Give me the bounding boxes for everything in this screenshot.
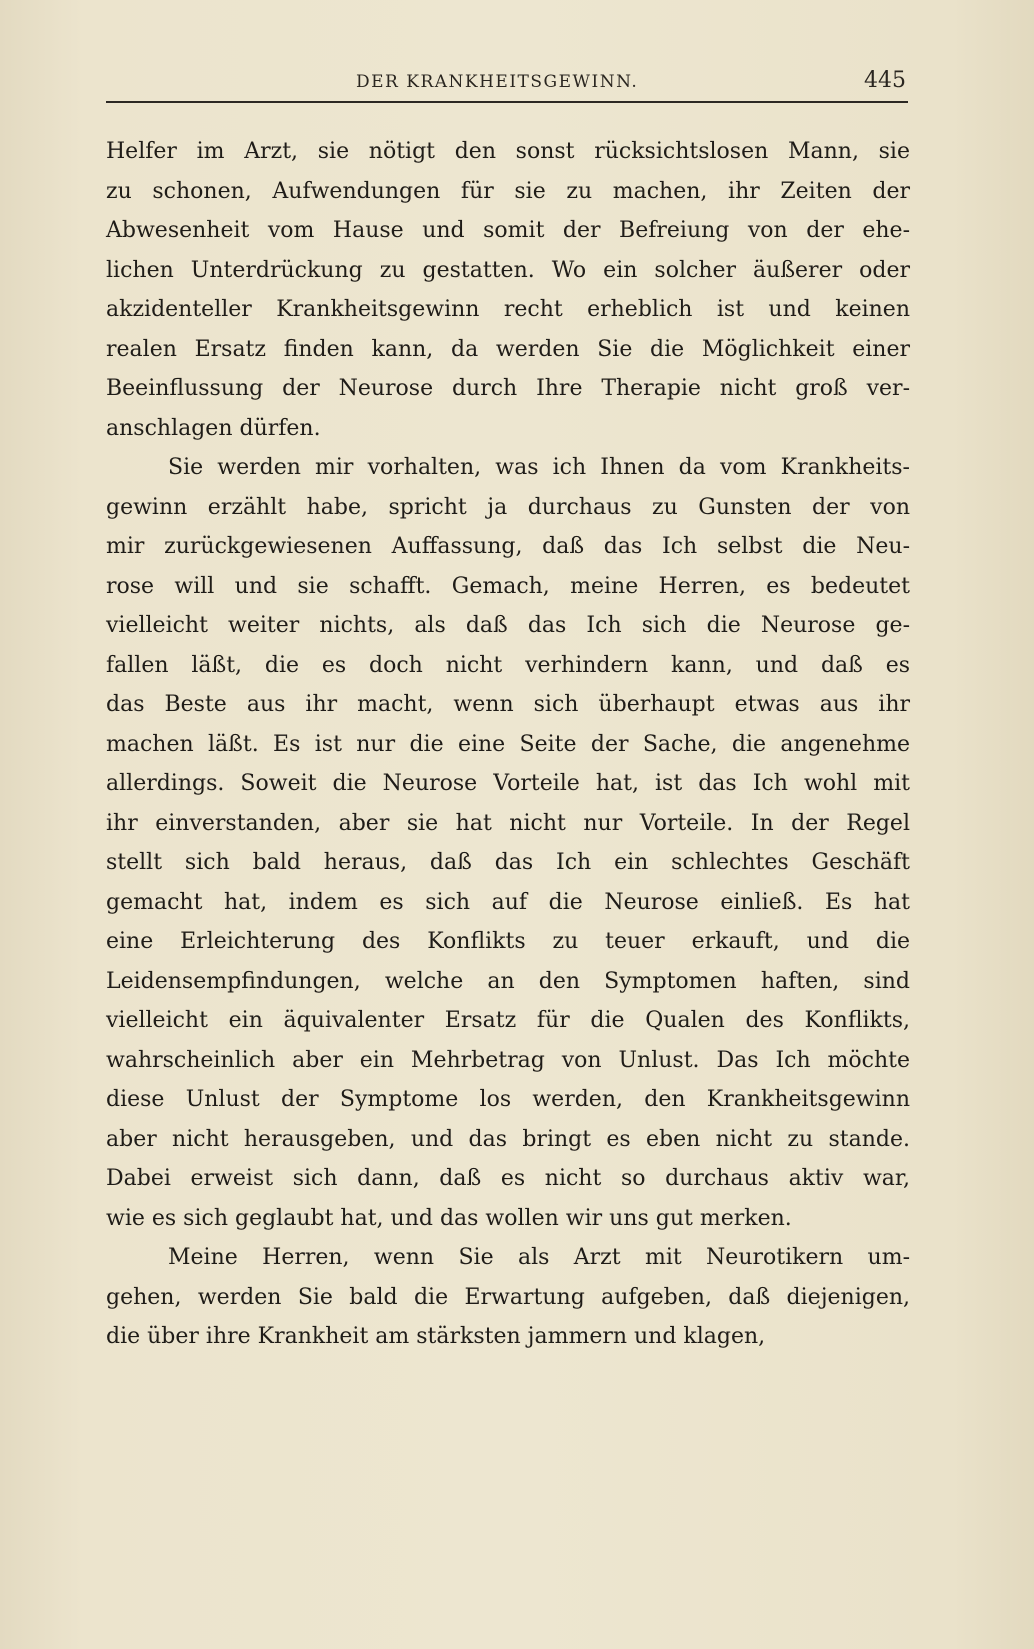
text-line: aber nicht herausgeben, und das bringt es eben nicht zu stande. — [106, 1126, 910, 1152]
text-line: vielleicht weiter nichts, als daß das Ich sich die Neurose ge- — [106, 613, 910, 638]
text-line: Dabei erweist sich dann, daß es nicht so durchaus aktiv war, — [106, 1166, 910, 1191]
text-line: Abwesenheit vom Hause und somit der Befreiung von der ehe- — [106, 218, 910, 243]
text-line: Meine Herren, wenn Sie als Arzt mit Neurotikern um- — [168, 1245, 910, 1270]
text-line: das Beste aus ihr macht, wenn sich überhaupt etwas aus ihr — [106, 692, 910, 717]
text-line: Leidensempfindungen, welche an den Symptomen haften, sind — [106, 968, 910, 994]
text-line: lichen Unterdrückung zu gestatten. Wo ein solcher äußerer oder — [106, 257, 910, 283]
paragraph — [106, 132, 910, 448]
text-line: eine Erleichterung des Konflikts zu teuer erkauft, und die — [106, 929, 910, 954]
body-text — [106, 132, 910, 1357]
text-line: wie es sich geglaubt hat, und das wollen wir uns gut merken. — [106, 1205, 792, 1231]
text-line: rose will und sie schafft. Gemach, meine Herren, es bedeutet — [106, 573, 910, 599]
text-line: allerdings. Soweit die Neurose Vorteile hat, ist das Ich wohl mit — [106, 771, 910, 796]
text-line: wahrscheinlich aber ein Mehrbetrag von Unlust. Das Ich möchte — [106, 1047, 910, 1073]
text-line: ihr einverstanden, aber sie hat nicht nur Vorteile. In der Regel — [106, 810, 910, 836]
text-line: die über ihre Krankheit am stärksten jammern und klagen, — [106, 1324, 766, 1349]
text-line: mir zurückgewiesenen Auffassung, daß das Ich selbst die Neu- — [106, 534, 910, 559]
paragraph — [106, 1238, 910, 1357]
text-line: gewinn erzählt habe, spricht ja durchaus zu Gunsten der von — [106, 494, 910, 520]
text-line: stellt sich bald heraus, daß das Ich ein schlechtes Geschäft — [106, 850, 910, 875]
text-line: diese Unlust der Symptome los werden, den Krankheitsgewinn — [106, 1087, 910, 1112]
text-line: Helfer im Arzt, sie nötigt den sonst rücksichtslosen Mann, sie — [106, 139, 910, 164]
text-line: fallen läßt, die es doch nicht verhindern kann, und daß es — [106, 652, 910, 678]
text-line: gemacht hat, indem es sich auf die Neurose einließ. Es hat — [106, 889, 910, 915]
text-line: vielleicht ein äquivalenter Ersatz für die Qualen des Konflikts, — [106, 1008, 910, 1033]
text-line: Sie werden mir vorhalten, was ich Ihnen da vom Krankheits- — [168, 455, 910, 480]
text-line: zu schonen, Aufwendungen für sie zu machen, ihr Zeiten der — [106, 178, 910, 204]
running-head: DER KRANKHEITSGEWINN. — [356, 72, 639, 92]
header-rule — [106, 101, 908, 103]
text-line: Beeinflussung der Neurose durch Ihre Therapie nicht groß ver- — [106, 376, 910, 401]
text-line: gehen, werden Sie bald die Erwartung aufgeben, daß diejenigen, — [106, 1284, 910, 1310]
page-number: 445 — [864, 68, 906, 93]
text-line: realen Ersatz finden kann, da werden Sie die Möglichkeit einer — [106, 336, 910, 362]
page-header — [106, 66, 908, 100]
text-line: machen läßt. Es ist nur die eine Seite der Sache, die angenehme — [106, 731, 910, 757]
text-line: anschlagen dürfen. — [106, 415, 321, 441]
paragraph — [106, 448, 910, 1238]
text-line: akzidenteller Krankheitsgewinn recht erheblich ist und keinen — [106, 297, 910, 322]
